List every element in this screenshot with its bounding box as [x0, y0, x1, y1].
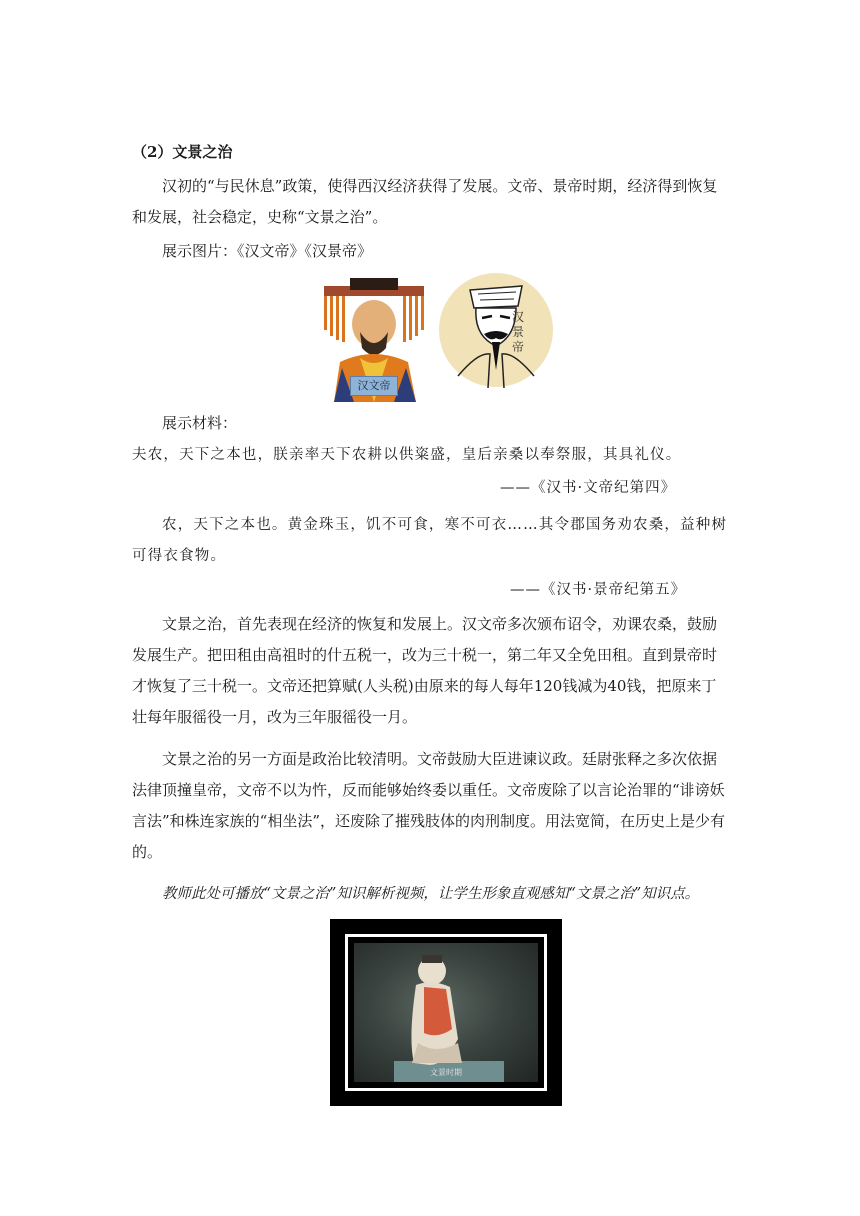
portrait-left-label: 汉文帝: [350, 376, 398, 396]
intro-paragraph: 汉初的“与民休息”政策，使得西汉经济获得了发展。文帝、景帝时期，经济得到恢复和发展，社会稳定，史称“文景之治”。: [132, 177, 718, 226]
portraits-figure: [320, 272, 560, 404]
video-screen: [354, 943, 538, 1082]
show-material-label: 展示材料：: [162, 414, 238, 432]
video-thumbnail[interactable]: [330, 919, 562, 1106]
han-jingdi-portrait: [438, 272, 554, 388]
figurine-image: [354, 943, 538, 1082]
video-frame: [345, 934, 547, 1091]
portrait-right-label: 汉景帝: [511, 310, 524, 354]
quote2-text: 农，天下之本也。黄金珠玉，饥不可食，寒不可衣……其令郡国务劝农桑，益种树可得衣食物。: [132, 517, 728, 564]
quote1-text: 夫农，天下之本也，朕亲率天下农耕以供粢盛，皇后亲桑以奉祭服，其具礼仪。: [132, 447, 682, 463]
politics-paragraph: 文景之治的另一方面是政治比较清明。文帝鼓励大臣进谏议政。廷尉张释之多次依据法律顶撞皇帝，文帝不以为忤，反而能够始终委以重任。文帝废除了以言论治罪的“诽谤妖言法”和株连家族的“相坐法”，还废除了摧残肢体的肉刑制度。用法宽简，在历史上是少有的。: [132, 750, 726, 861]
show-images-label: 展示图片：《汉文帝》《汉景帝》: [162, 242, 373, 260]
economy-paragraph: 文景之治，首先表现在经济的恢复和发展上。汉文帝多次颁布诏令，劝课农桑，鼓励发展生产。把田租由高祖时的什五税一，改为三十税一，第二年又全免田租。直到景帝时才恢复了三十税一。文帝还把算赋(人头税)由原来的每人每年120钱减为40钱，把原来丁壮每年服徭役一月，改为三年服徭役一月。: [132, 615, 718, 726]
section-heading: （2）文景之治: [132, 143, 233, 161]
quote1-source: ——《汉书·文帝纪第四》: [500, 480, 677, 496]
quote2-source: ——《汉书·景帝纪第五》: [510, 582, 687, 598]
video-caption: 文景时期: [430, 1068, 462, 1077]
teacher-note: 教师此处可播放“文景之治”知识解析视频，让学生形象直观感知“文景之治”知识点。: [162, 886, 700, 902]
